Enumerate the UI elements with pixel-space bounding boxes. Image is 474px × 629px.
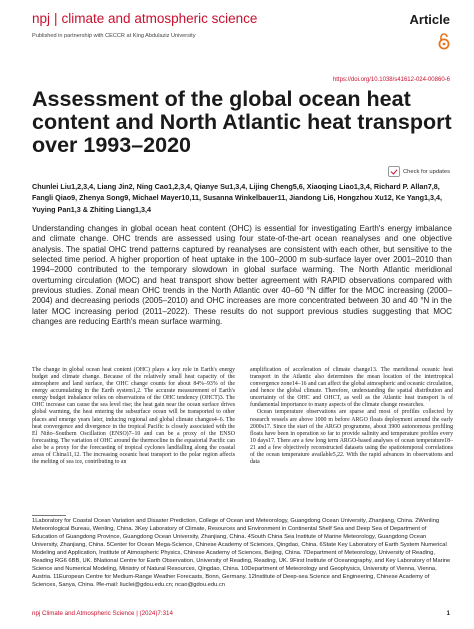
doi-link[interactable]: https://doi.org/10.1038/s41612-024-00860-6 (332, 77, 450, 83)
journal-name[interactable] (32, 11, 257, 26)
abstract: Understanding changes in global ocean heat content (OHC) is essential for investigating Earth's energy imbalance and climate change. OHC trends are assessed using four state-of-the-art ocean reanalyses and one objective analysis. The spatial OHC trend patterns captured by reanalyses are consistent with each other, but sensitive to the selected time period. A higher proportion of heat uptake in the 100–2000 m sub-surface layer over 2001–2010 than 1994–2000 contributed to the temporary slowdown in global surface warming. The North Atlantic meridional overturning circulation (MOC) and heat transport show better agreement with RAPID observations compared with previous studies. Zonal mean OHC trends in the North Atlantic over 40–60 °N differ for the MOC increasing (2000–2004) and decreasing periods (2005–2010) and OHC increases are more concentrated between 30 and 40 °N in the later MOC increasing period (2011–2022). These results do not support previous studies suggesting that MOC changes are reducing Earth's mean surface warming. (32, 224, 452, 327)
body-column-right (250, 367, 453, 466)
journal-full-name: climate and atmospheric science (61, 11, 258, 26)
article-title: Assessment of the global ocean heat content and North Atlantic heat transport over 1993–2020 (32, 87, 452, 157)
journal-separator: | (54, 11, 58, 26)
footnote-divider (32, 515, 66, 516)
check-updates-label: Check for updates (402, 168, 450, 175)
partnership-note: Published in partnership with CECCR at King Abdulaziz University (32, 33, 196, 39)
body-paragraph: amplification of acceleration of climate change13. The meridional oceanic heat transport in the Atlantic also determines the mean location of the intertropical convergence zone14–16 and can affect the global atmospheric and oceanic circulation, and hence the global climate. Therefore, understanding the spatial distribution and uncertainty of the OHC and OHCT, as well as the Atlantic heat transport is of fundamental importance to many aspects of the climate change researches. (250, 367, 453, 409)
check-updates-button[interactable] (388, 166, 450, 177)
affiliations: 1Laboratory for Coastal Ocean Variation and Disaster Prediction, College of Ocean and Meteorology, Guangdong Ocean University, Zhanjiang, China. 2Wenling Meteorological Bureau, Wenling, China. 3Key Laboratory of Climate, Resources and Environment in Continental Shelf Sea and Deep Sea of Department of Education of Guangdong Province, Guangdong Ocean University, Zhanjiang, China. 4South China Sea Institute of Marine Meteorology, Guangdong Ocean University, Zhanjiang, China. 5Center for Ocean Mega-Science, Chinese Academy of Sciences, Qingdao, China. 6State Key Laboratory of Earth System Numerical Modeling and Application, Institute of Atmospheric Physics, Chinese Academy of Sciences, Beijing, China. 7Department of Meteorology, University of Reading, Reading RG6 6BB, UK. 8National Centre for Earth Observation, University of Reading, Reading, UK. 9First Institute of Oceanography, and Key Laboratory of Marine Science and Numerical Modeling, Ministry of Natural Resources, Qingdao, China. 10Department of Meteorology and Geophysics, University of Vienna, Vienna, Austria. 11European Centre for Medium-Range Weather Forecasts, Bonn, Germany. 12Institute of Deep-sea Science and Engineering, Chinese Academy of Sciences, Sanya, China. ✉e-mail: liuclei@gdou.edu.cn; ncao@gdou.edu.cn (32, 518, 451, 588)
check-updates-icon (388, 166, 400, 177)
article-type-label: Article (409, 12, 450, 27)
body-column-left (32, 367, 235, 466)
footer-citation[interactable]: npj Climate and Atmospheric Science | (2024)7:314 (32, 610, 173, 617)
body-paragraph: The change in global ocean heat content (OHC) plays a key role in Earth's energy budget and climate change. Because of the relatively small heat capacity of the atmosphere and land surface, the OHC change counts for about 84%–93% of the energy accumulating in the Earth system1,2. The accurate measurement of Earth's energy budget imbalance relies on observations of the OHC tendency (OHCT)3. The OHC increase can cause the sea level rise; the heat gain near the ocean surface drives global warming, the heat entering the subsurface ocean will be transported to other places and emerge years later, inducing regional and global climate changes4–6. The heat convergence and divergence in the tropical Pacific is closely associated with the El Niño–Southern Oscillation (ENSO)7–10 and can be a proxy of the ENSO forecasting. The variation of OHC around the thermocline in the equatorial Pacific can also be a proxy for the forecasting of tropical cyclones landfalling along the coastal areas of China11,12. The increasing oceanic heat transport to the polar region affects the melting of sea ice, contributing to an (32, 367, 235, 466)
page-number: 1 (446, 610, 450, 617)
author-list: Chunlei Liu1,2,3,4, Liang Jin2, Ning Cao1,2,3,4, Qianye Su1,3,4, Lijing Cheng5,6, Xiaoqing Liao1,3,4, Richard P. Allan7,8, Fangli Qiao9, Zhenya Song9, Michael Mayer10,11, Susanna Winkelbauer11, Jiandong Li6, Hongzhou Xu12, Ke Yang1,3,4, Yuying Pan1,3 & Zhiting Liang1,3,4 (32, 182, 443, 214)
journal-header (32, 10, 450, 30)
open-access-icon (438, 32, 450, 50)
body-paragraph: Ocean temperature observations are sparse and most of profiles collected by research vessels are above 1000 m before ARGO floats deployment around the early 2000s17. Since the start of the ARGO programme, about 3900 autonomous profiling floats have been in operation so far to provide salinity and temperature profiles every 10 days17. There are a few long term ARGO-based analyses of ocean temperature18–21 and a few objectively reconstructed datasets using the spatiotemporal correlations of the ocean temperature available5,22. With the rapid advances in observations and data (250, 409, 453, 466)
journal-short: npj (32, 11, 51, 26)
